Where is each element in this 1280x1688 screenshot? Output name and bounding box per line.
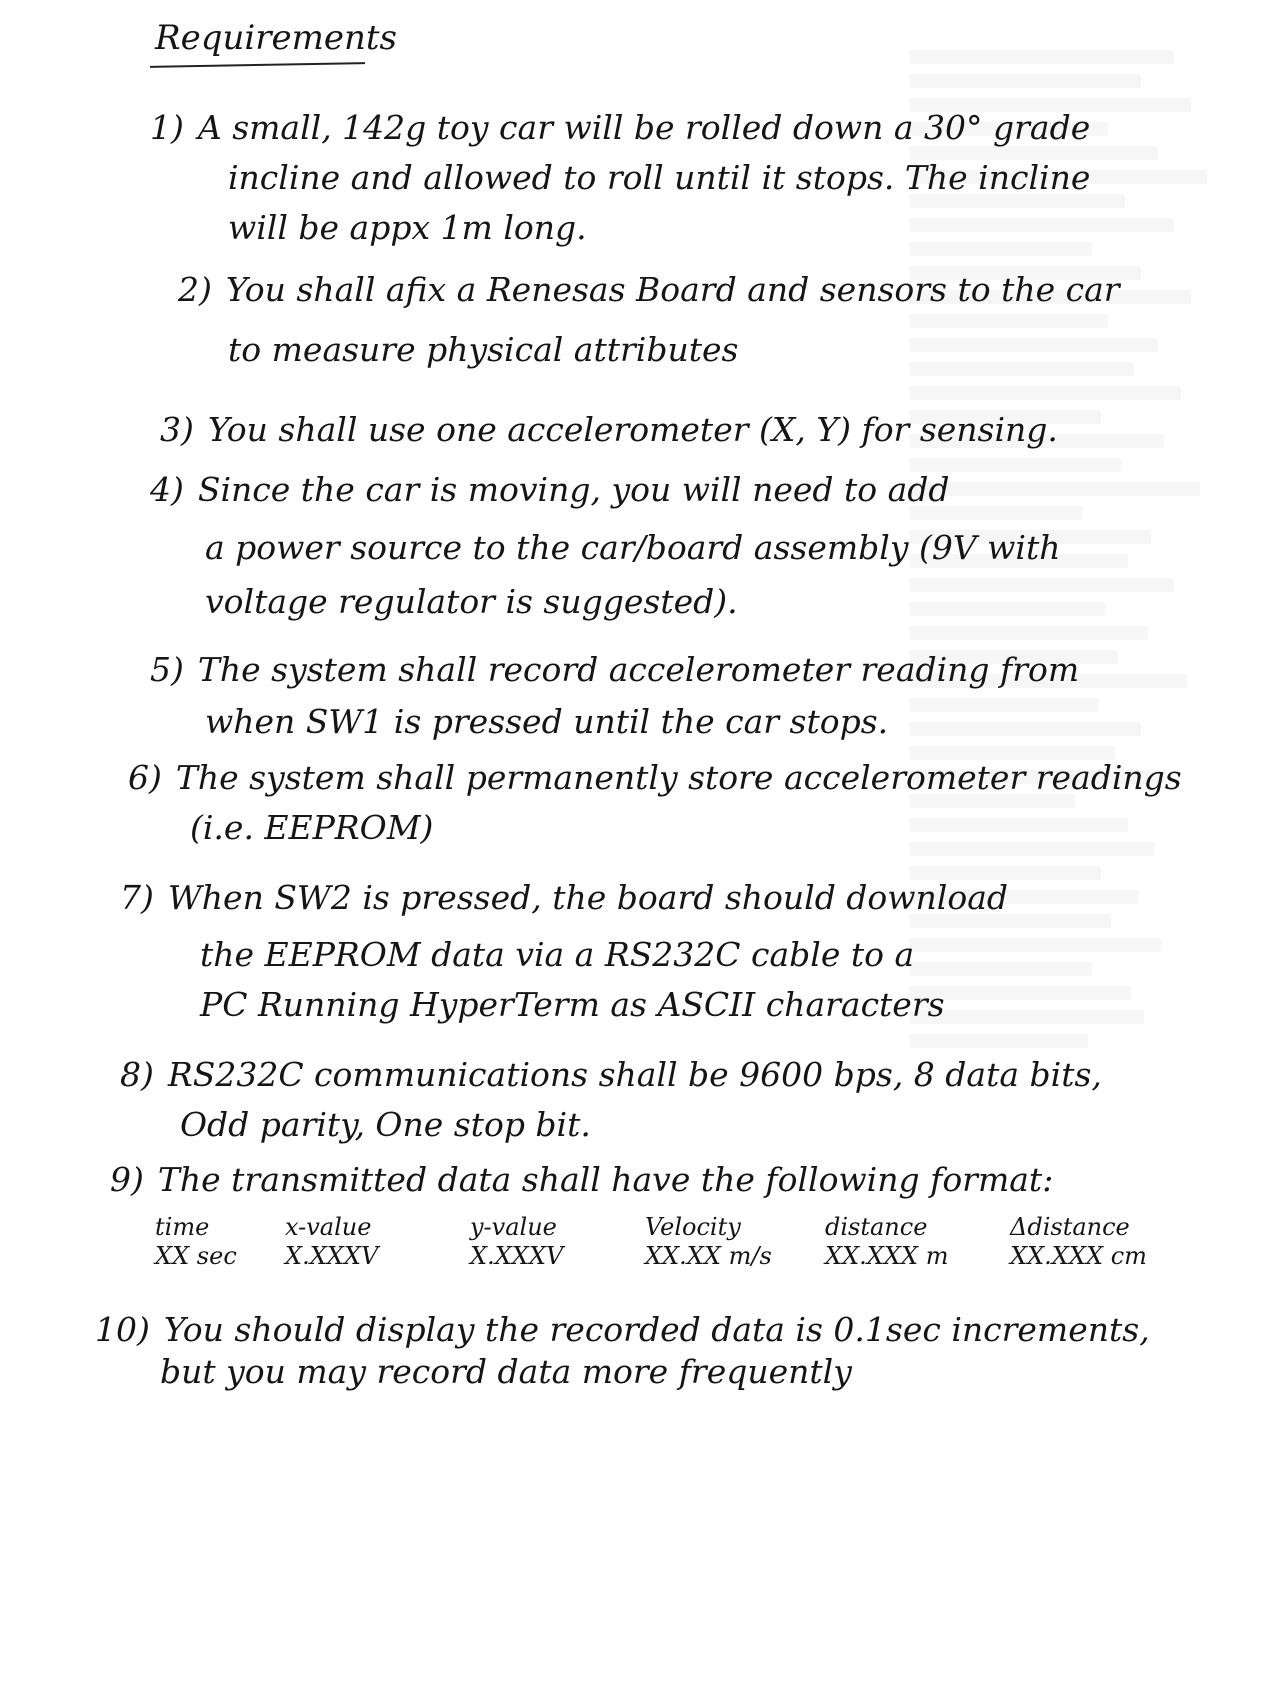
- format-header-y: y-value: [470, 1213, 557, 1241]
- format-value-x: X.XXXV: [285, 1242, 379, 1270]
- req-2-line-1: 2) You shall afix a Renesas Board and sensors to the car: [178, 270, 1120, 309]
- req-5-line-1: 5) The system shall record accelerometer reading from: [150, 650, 1080, 689]
- req-4-line-2: a power source to the car/board assembly (9V with: [205, 528, 1061, 567]
- format-col-velocity: [645, 1213, 772, 1271]
- format-value-delta-distance: XX.XXX cm: [1010, 1242, 1147, 1270]
- req-2-line-2: to measure physical attributes: [228, 330, 739, 369]
- format-value-time: XX sec: [155, 1242, 237, 1270]
- format-value-distance: XX.XXX m: [825, 1242, 949, 1270]
- req-6-line-1: 6) The system shall permanently store accelerometer readings: [128, 758, 1182, 797]
- req-7-line-1: 7) When SW2 is pressed, the board should download: [120, 878, 1009, 917]
- format-value-velocity: XX.XX m/s: [645, 1242, 772, 1270]
- req-1-line-2: incline and allowed to roll until it stops. The incline: [228, 158, 1091, 197]
- format-col-y: [470, 1213, 563, 1271]
- format-value-y: X.XXXV: [470, 1242, 564, 1270]
- format-header-distance: distance: [825, 1213, 928, 1241]
- format-header-x: x-value: [285, 1213, 372, 1241]
- req-8-line-2: Odd parity, One stop bit.: [180, 1105, 591, 1144]
- format-header-time: time: [155, 1213, 210, 1241]
- format-col-delta-distance: [1010, 1213, 1147, 1271]
- format-col-distance: [825, 1213, 948, 1271]
- req-7-line-3: PC Running HyperTerm as ASCII characters: [200, 985, 945, 1024]
- req-9-line-1: 9) The transmitted data shall have the following format:: [110, 1160, 1054, 1199]
- req-10-line-2: but you may record data more frequently: [160, 1352, 852, 1391]
- title-underline: [150, 62, 365, 68]
- req-5-line-2: when SW1 is pressed until the car stops.: [205, 702, 889, 741]
- page-title: Requirements: [155, 18, 398, 58]
- req-1-line-1: 1) A small, 142g toy car will be rolled down a 30° grade: [150, 108, 1091, 147]
- req-10-line-1: 10) You should display the recorded data is 0.1sec increments,: [95, 1310, 1150, 1349]
- format-header-delta-distance: Δdistance: [1010, 1213, 1130, 1241]
- req-4-line-1: 4) Since the car is moving, you will need to add: [150, 470, 950, 509]
- format-header-velocity: Velocity: [645, 1213, 741, 1241]
- req-4-line-3: voltage regulator is suggested).: [205, 582, 738, 621]
- req-6-line-2: (i.e. EEPROM): [190, 808, 434, 847]
- format-col-x: [285, 1213, 378, 1271]
- req-7-line-2: the EEPROM data via a RS232C cable to a: [200, 935, 915, 974]
- req-3-line-1: 3) You shall use one accelerometer (X, Y) for sensing.: [160, 410, 1058, 449]
- req-1-line-3: will be appx 1m long.: [228, 208, 587, 247]
- req-8-line-1: 8) RS232C communications shall be 9600 bps, 8 data bits,: [120, 1055, 1102, 1094]
- format-col-time: [155, 1213, 237, 1271]
